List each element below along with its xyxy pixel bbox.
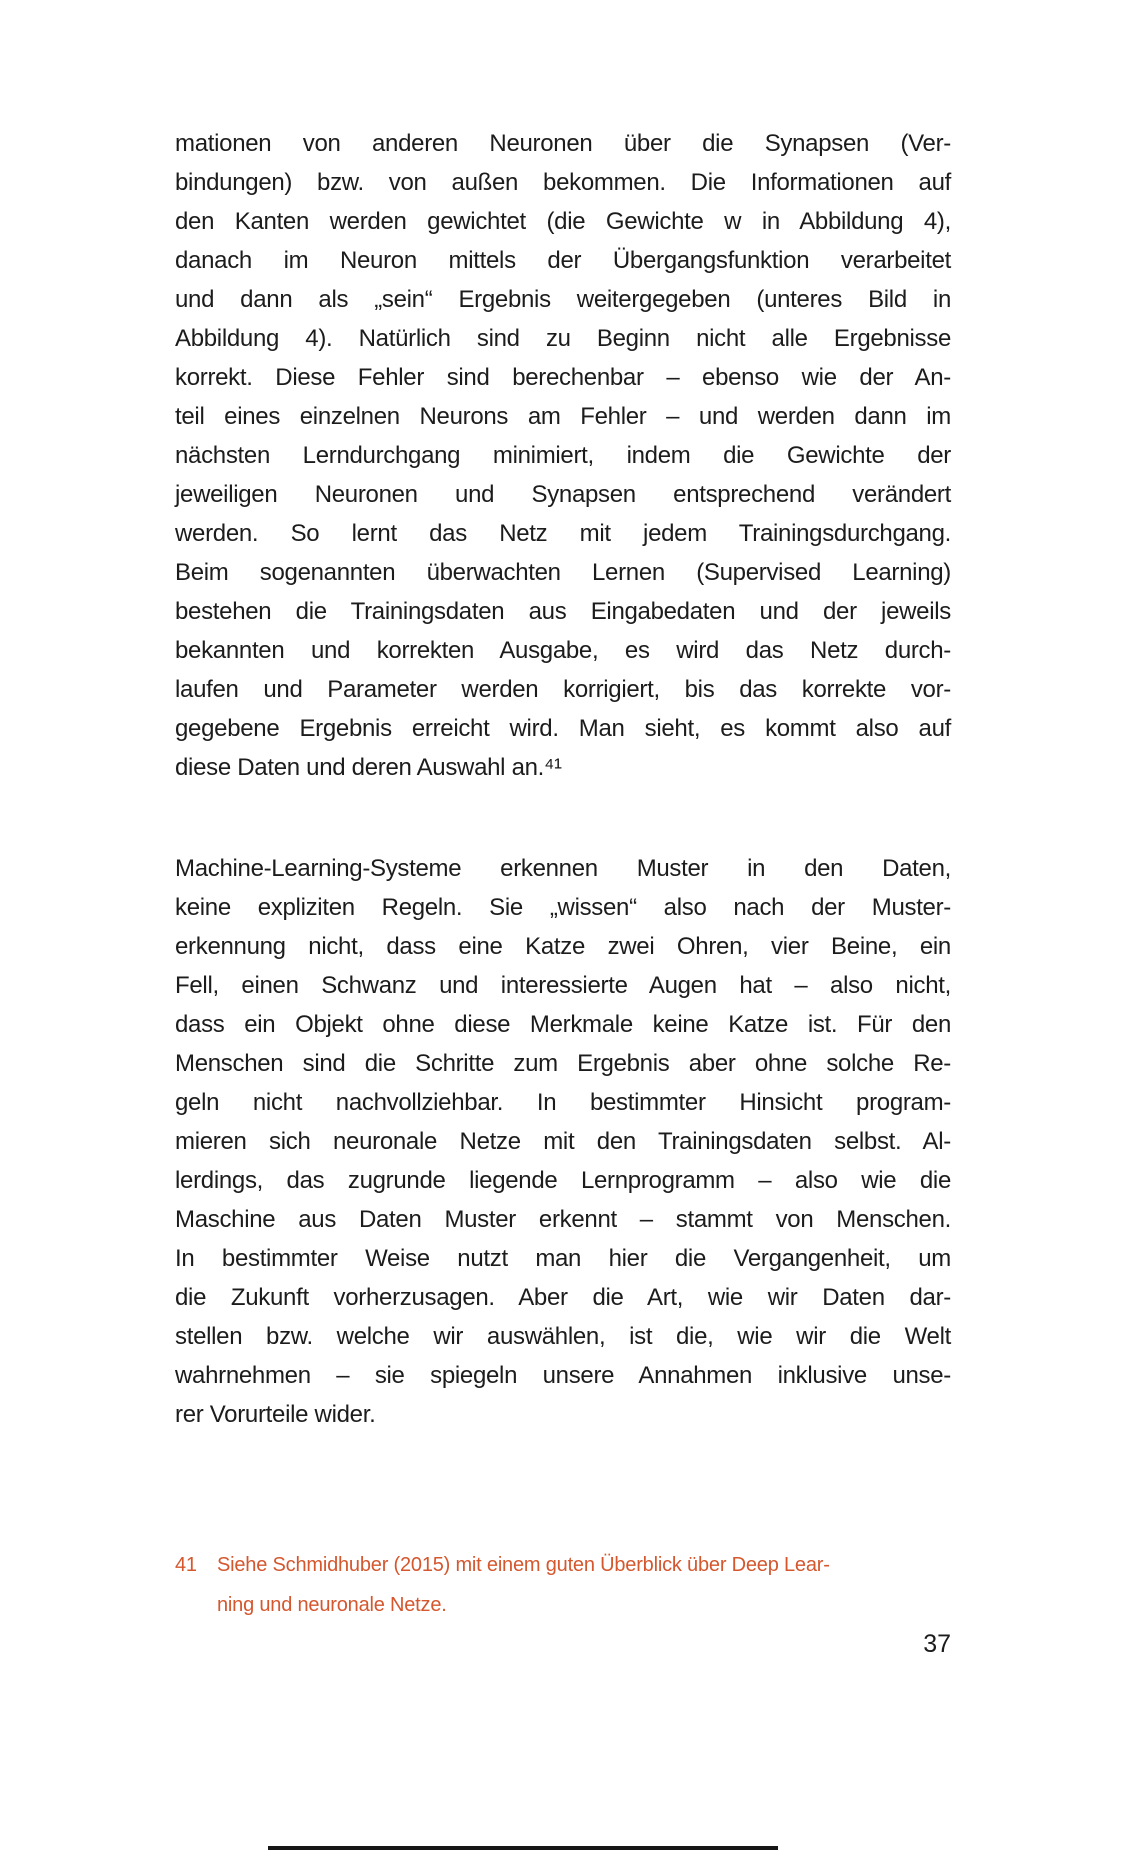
text-line: mationen von anderen Neuronen über die Synapsen (Ver-	[175, 130, 951, 157]
text-line: Machine-Learning-Systeme erkennen Muster in den Daten,	[175, 855, 951, 882]
footnote-text	[217, 1545, 830, 1625]
footnote-marker: 41	[175, 1554, 197, 1576]
text-line: erkennung nicht, dass eine Katze zwei Ohren, vier Beine, ein	[175, 933, 951, 960]
text-line: werden. So lernt das Netz mit jedem Trainingsdurchgang.	[175, 520, 951, 547]
text-line: gegebene Ergebnis erreicht wird. Man sieht, es kommt also auf	[175, 715, 951, 742]
text-line: lerdings, das zugrunde liegende Lernprogramm – also wie die	[175, 1167, 951, 1194]
text-line: geln nicht nachvollziehbar. In bestimmter Hinsicht program-	[175, 1089, 951, 1116]
text-line: wahrnehmen – sie spiegeln unsere Annahmen inklusive unse-	[175, 1362, 951, 1389]
page-number: 37	[923, 1630, 951, 1658]
text-line: den Kanten werden gewichtet (die Gewichte w in Abbildung 4),	[175, 208, 951, 235]
text-line: Maschine aus Daten Muster erkennt – stammt von Menschen.	[175, 1206, 951, 1233]
text-line: dass ein Objekt ohne diese Merkmale keine Katze ist. Für den	[175, 1011, 951, 1038]
text-line: Menschen sind die Schritte zum Ergebnis aber ohne solche Re-	[175, 1050, 951, 1077]
paragraph-neural-network-training	[175, 124, 951, 787]
text-line: bestehen die Trainingsdaten aus Eingabedaten und der jeweils	[175, 598, 951, 625]
page-edge-artifact	[268, 1846, 778, 1850]
text-line: stellen bzw. welche wir auswählen, ist die, wie wir die Welt	[175, 1323, 951, 1350]
text-line: In bestimmter Weise nutzt man hier die Vergangenheit, um	[175, 1245, 951, 1272]
text-line: teil eines einzelnen Neurons am Fehler – und werden dann im	[175, 403, 951, 430]
text-line: jeweiligen Neuronen und Synapsen entsprechend verändert	[175, 481, 951, 508]
text-line: bekannten und korrekten Ausgabe, es wird das Netz durch-	[175, 637, 951, 664]
text-line: Abbildung 4). Natürlich sind zu Beginn nicht alle Ergebnisse	[175, 325, 951, 352]
text-line: mieren sich neuronale Netze mit den Trainingsdaten selbst. Al-	[175, 1128, 951, 1155]
text-line: laufen und Parameter werden korrigiert, bis das korrekte vor-	[175, 676, 951, 703]
text-line: Fell, einen Schwanz und interessierte Augen hat – also nicht,	[175, 972, 951, 999]
body-text	[175, 124, 951, 1434]
text-line: Siehe Schmidhuber (2015) mit einem guten Überblick über Deep Lear-	[217, 1554, 830, 1576]
text-line: danach im Neuron mittels der Übergangsfunktion verarbeitet	[175, 247, 951, 274]
paragraph-machine-learning-patterns	[175, 849, 951, 1434]
text-line: Beim sogenannten überwachten Lernen (Supervised Learning)	[175, 559, 951, 586]
text-line: diese Daten und deren Auswahl an.⁴¹	[175, 754, 562, 781]
text-line: die Zukunft vorherzusagen. Aber die Art, wie wir Daten dar-	[175, 1284, 951, 1311]
text-line: nächsten Lerndurchgang minimiert, indem die Gewichte der	[175, 442, 951, 469]
text-line: und dann als „sein“ Ergebnis weitergegeben (unteres Bild in	[175, 286, 951, 313]
text-line: korrekt. Diese Fehler sind berechenbar – ebenso wie der An-	[175, 364, 951, 391]
footnote	[175, 1545, 951, 1625]
text-line: ning und neuronale Netze.	[217, 1594, 447, 1616]
text-line: keine expliziten Regeln. Sie „wissen“ also nach der Muster-	[175, 894, 951, 921]
text-line: bindungen) bzw. von außen bekommen. Die Informationen auf	[175, 169, 951, 196]
text-line: rer Vorurteile wider.	[175, 1401, 376, 1428]
